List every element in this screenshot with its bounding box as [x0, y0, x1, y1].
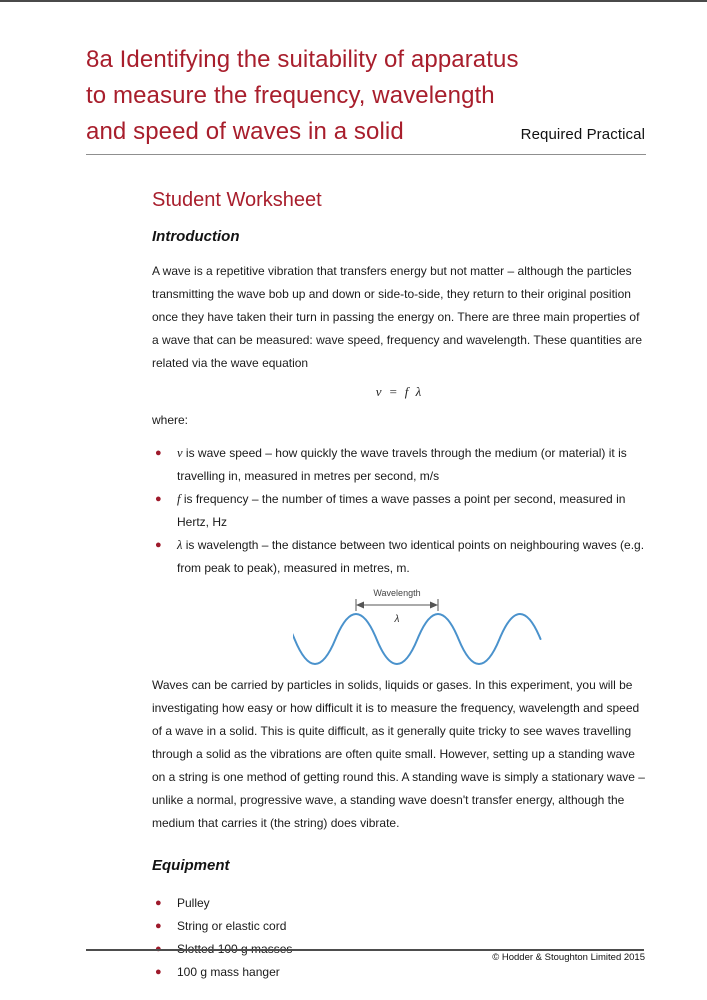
definition-text: v is wave speed – how quickly the wave travels through the medium (or material) it is travelling in, measured in metres per second, m/s	[177, 446, 627, 483]
required-practical-label: Required Practical	[520, 126, 645, 143]
dimension-arrow	[356, 599, 438, 611]
symbol-f: f	[177, 492, 181, 506]
bullet-icon: ●	[155, 920, 162, 932]
header-divider	[86, 154, 646, 155]
equipment-item-text: Pulley	[177, 896, 210, 910]
sine-wave-figure	[293, 586, 543, 672]
introduction-paragraph: A wave is a repetitive vibration that transfers energy but not matter – although the particles transmitting the wave bob up and down or side-to-side, they return to their original position once they have taken their turn in passing the energy on. There are three main properties of a wave that can be measured: wave speed, frequency and wavelength. These quantities are related via the wave equation	[152, 264, 643, 370]
list-item	[152, 534, 647, 580]
list-item	[152, 915, 647, 938]
symbol-lambda: λ	[177, 538, 183, 552]
worksheet-heading: Student Worksheet	[152, 189, 322, 211]
list-item	[152, 488, 647, 534]
bullet-icon: ●	[155, 539, 162, 551]
wavelength-label: Wavelength	[373, 588, 421, 598]
equipment-list	[152, 892, 647, 984]
bullet-icon: ●	[155, 966, 162, 978]
title-line-2: to measure the frequency, wavelength	[86, 82, 495, 109]
copyright-notice: © Hodder & Stoughton Limited 2015	[492, 952, 645, 963]
experiment-paragraph: Waves can be carried by particles in solids, liquids or gases. In this experiment, you will be investigating how easy or how difficult it is to measure the frequency, wavelength and speed of a wave in a solid. This is quite difficult, as it generally quite tricky to see waves travelling through a solid as the vibrations are often quite small. However, setting up a standing wave on a string is one method of getting round this. A standing wave is simply a stationary wave – unlike a normal, progressive wave, a standing wave doesn't transfer energy, although the medium that carries it (the string) does vibrate.	[152, 678, 645, 830]
title-line-3: and speed of waves in a solid	[86, 118, 404, 145]
page-title	[86, 42, 645, 150]
content-column	[152, 188, 647, 984]
equipment-item-text: 100 g mass hanger	[177, 965, 280, 979]
lambda-label: λ	[394, 614, 400, 625]
symbol-v: v	[177, 446, 183, 460]
equipment-item-text: String or elastic cord	[177, 919, 287, 933]
footer-divider	[86, 949, 644, 951]
sine-wave-path	[293, 614, 541, 664]
bullet-icon: ●	[155, 447, 162, 459]
definition-text: λ is wavelength – the distance between two identical points on neighbouring waves (e.g. from peak to peak), measured in metres, m.	[177, 538, 645, 575]
page-header	[86, 42, 645, 150]
wavelength-diagram	[293, 586, 543, 672]
title-line-1: 8a Identifying the suitability of apparatus	[86, 46, 519, 73]
introduction-heading: Introduction	[152, 228, 240, 245]
definition-list	[152, 442, 647, 580]
list-item	[152, 442, 647, 488]
bullet-icon: ●	[155, 897, 162, 909]
equipment-heading: Equipment	[152, 857, 230, 874]
bullet-icon: ●	[155, 493, 162, 505]
wave-equation: v = f λ	[375, 384, 424, 399]
list-item	[152, 961, 647, 984]
definition-text: f is frequency – the number of times a wave passes a point per second, measured in Hertz, Hz	[177, 492, 626, 529]
where-label: where:	[152, 413, 189, 427]
list-item	[152, 892, 647, 915]
